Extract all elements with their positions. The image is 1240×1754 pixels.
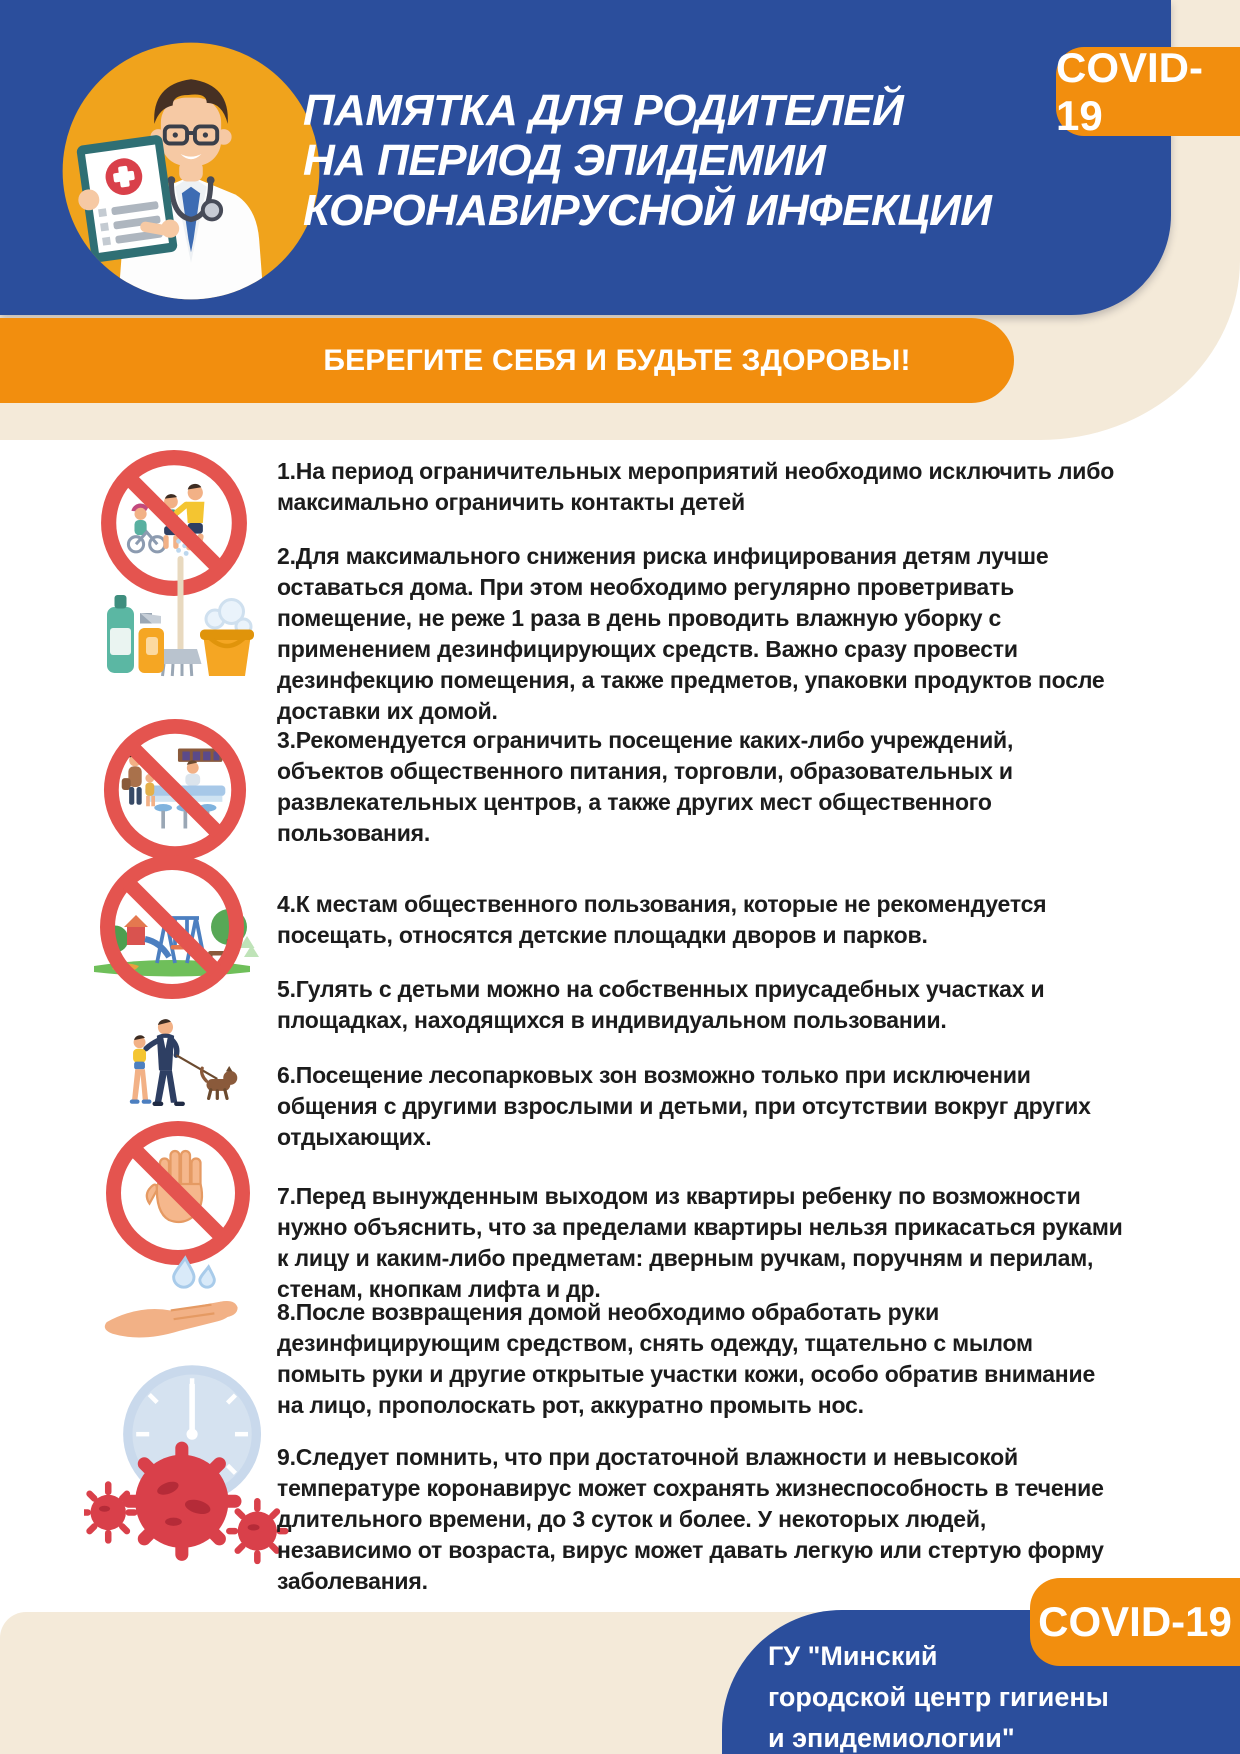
memo-item-4: 4.К местам общественного пользования, которые не рекомендуется посещать, относятся детские площадки дворов и парков.	[277, 891, 1047, 948]
no-public-places-icon	[96, 716, 254, 864]
organization-line-1: ГУ "Минский	[768, 1641, 938, 1671]
memo-item-6: 6.Посещение лесопарковых зон возможно только при исключении общения с другими взрослыми и детьми, при отсутствии вокруг других отдыхающих.	[277, 1062, 1091, 1150]
memo-item-2: 2.Для максимального снижения риска инфицирования детям лучше оставаться дома. При этом необходимо регулярно проветривать помещение, не реже 1 раза в день проводить влажную уборку с применением дезинфицирующих средств. Важно сразу провести дезинфекцию помещения, а также предметов, упаковки продуктов после доставки их домой.	[277, 543, 1105, 724]
title-line-1: ПАМЯТКА ДЛЯ РОДИТЕЛЕЙ	[303, 86, 904, 135]
memo-item-1: 1.На период ограничительных мероприятий необходимо исключить либо максимально ограничить контакты детей	[277, 458, 1115, 515]
covid19-badge-bottom-label: COVID-19	[1038, 1598, 1232, 1645]
memo-item-7: 7.Перед вынужденным выходом из квартиры ребенку по возможности нужно объяснить, что за пределами квартиры нельзя прикасаться руками к лицу и каким-либо предметам: дверным ручкам, поручням и перилам, стенам, кнопкам лифта и др.	[277, 1183, 1123, 1302]
memo-item-9: 9.Следует помнить, что при достаточной влажности и невысокой температуре коронавирус может сохранять жизнеспособность в течение длительного времени, до 3 суток и более. У некоторых людей, независимо от возраста, вирус может давать легкую или стертую форму заболевания.	[277, 1444, 1104, 1594]
hand-washing-drops-icon	[98, 1246, 258, 1356]
title-line-2: НА ПЕРИОД ЭПИДЕМИИ	[303, 136, 826, 185]
memo-item-8: 8.После возвращения домой необходимо обработать руки дезинфицирующим средством, снять одежду, тщательно с мылом помыть руки и другие открытые участки кожи, особо обратив внимание на лицо, прополоскать рот, аккуратно промыть нос.	[277, 1299, 1096, 1418]
stay-healthy-banner-text: БЕРЕГИТЕ СЕБЯ И БУДЬТЕ ЗДОРОВЫ!	[323, 343, 911, 377]
title-line-3: КОРОНАВИРУСНОЙ ИНФЕКЦИИ	[303, 186, 992, 235]
stay-healthy-banner	[0, 318, 1014, 403]
doctor-with-clipboard-icon	[60, 40, 322, 302]
organization-line-2: городской центр гигиены	[768, 1682, 1109, 1712]
virus-survival-time-icon	[84, 1352, 289, 1576]
cleaning-supplies-icon	[92, 550, 257, 700]
covid19-badge-top-label: COVID-19	[1056, 43, 1203, 139]
organization-name	[768, 1636, 1188, 1754]
memo-item-5: 5.Гулять с детьми можно на собственных приусадебных участках и площадках, находящихся в индивидуальном пользовании.	[277, 976, 1045, 1033]
no-playground-icon	[82, 852, 262, 1002]
organization-line-3: и эпидемиологии"	[768, 1723, 1015, 1753]
family-walk-dog-icon	[92, 1012, 267, 1120]
memo-item-3: 3.Рекомендуется ограничить посещение каких-либо учреждений, объектов общественного питания, торговли, образовательных и развлекательных центров, а также других мест общественного пользования.	[277, 727, 1014, 846]
page-title	[303, 86, 1123, 236]
